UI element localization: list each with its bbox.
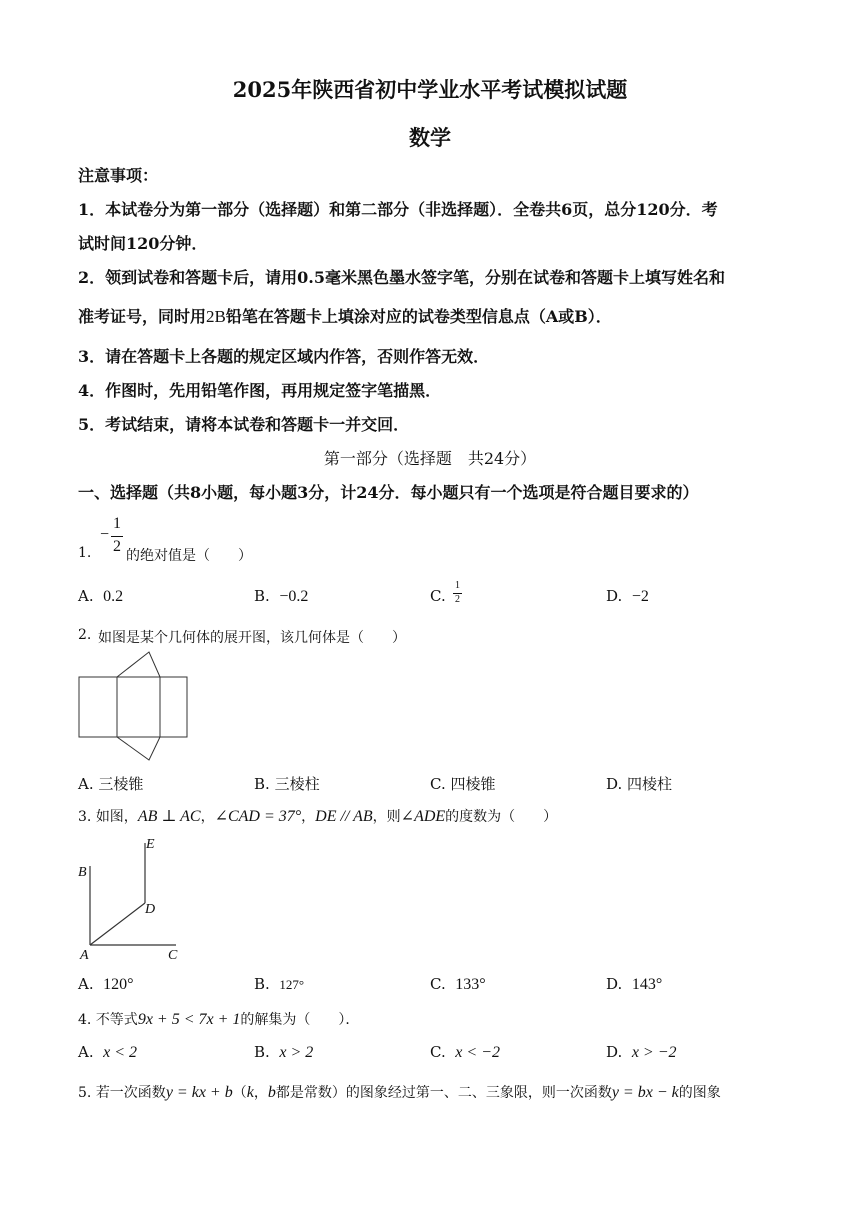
- q4-text-b: 的解集为（ ）．: [240, 1012, 360, 1028]
- option-label: A.: [78, 587, 94, 605]
- q5-var-b: b: [267, 1084, 276, 1101]
- notice-item-2-text-a: 准考证号，同时用: [78, 307, 207, 326]
- net-rect-middle: [117, 677, 160, 737]
- q1-option-a[interactable]: [78, 587, 123, 606]
- q4-option-c-value: x < −2: [455, 1044, 500, 1061]
- q1-option-c-fraction: [453, 580, 465, 610]
- notice-item-3: 3．请在答题卡上各题的规定区域内作答，否则作答无效．: [78, 347, 490, 366]
- q3-text-a: 如图，: [95, 809, 138, 825]
- q3-option-d-value: 143°: [631, 976, 663, 993]
- q5-text-c: ，: [253, 1085, 268, 1101]
- label-point-c: C: [168, 948, 178, 962]
- q3-sep-2: ，: [301, 809, 316, 825]
- net-rect-left: [79, 677, 117, 737]
- option-label: A.: [78, 775, 94, 793]
- notice-item-1-line-1: 1．本试卷分为第一部分（选择题）和第二部分（非选择题）．全卷共6页，总分120分．考: [78, 200, 718, 219]
- option-label: D.: [606, 587, 623, 605]
- q1-c-num: 1: [455, 580, 460, 591]
- label-point-e: E: [146, 837, 155, 852]
- net-triangle-top: [117, 652, 160, 677]
- option-label: B.: [254, 975, 270, 993]
- option-label: C.: [430, 975, 446, 993]
- q3-option-c-value: 133°: [455, 976, 486, 993]
- q5-var-k: k: [246, 1084, 254, 1101]
- q3-ab-perp-ac: AB ⊥ AC: [137, 808, 201, 825]
- q4-text-a: 不等式: [95, 1012, 138, 1028]
- net-rect-right: [160, 677, 187, 737]
- q1-frac-bar: [111, 536, 123, 537]
- line-ad: [90, 903, 145, 945]
- q2-option-b[interactable]: [254, 773, 320, 794]
- q3-option-d[interactable]: [606, 975, 662, 994]
- q2-option-b-value: 三棱柱: [274, 775, 320, 793]
- q1-frac-den: 2: [113, 538, 121, 555]
- q1-option-b-value: −0.2: [279, 588, 309, 605]
- exam-title: 2025年陕西省初中学业水平考试模拟试题: [232, 77, 628, 102]
- q1-text: 的绝对值是（ ）: [126, 548, 252, 564]
- q5-text-b: （: [232, 1085, 247, 1101]
- option-label: C.: [430, 775, 446, 793]
- notice-item-2-line-1: 2．领到试卷和答题卡后，请用0.5毫米黑色墨水签字笔，分别在试卷和答题卡上填写姓名和: [78, 268, 725, 287]
- option-label: A.: [78, 1043, 94, 1061]
- q4-line: [78, 1009, 359, 1029]
- q2-option-d-value: 四棱柱: [627, 775, 673, 793]
- subject-title: 数学: [409, 125, 451, 150]
- q1-option-a-value: 0.2: [103, 588, 124, 605]
- notice-item-4: 4．作图时，先用铅笔作图，再用规定签字笔描黑．: [78, 381, 442, 400]
- q2-text: 如图是某个几何体的展开图，该几何体是（ ）: [98, 630, 406, 646]
- q1-option-b[interactable]: [254, 587, 308, 606]
- q2-option-a-value: 三棱锥: [98, 775, 144, 793]
- q1-option-d[interactable]: [606, 587, 649, 606]
- q2-option-a[interactable]: [78, 773, 143, 794]
- q5-number: 5.: [78, 1085, 92, 1101]
- option-label: B.: [254, 1043, 270, 1061]
- q4-option-d-value: x > −2: [631, 1044, 677, 1061]
- q3-option-a[interactable]: [78, 975, 134, 994]
- net-triangle-bottom: [117, 737, 160, 760]
- q4-inequality: 9x + 5 < 7x + 1: [137, 1011, 241, 1028]
- option-label: D.: [606, 975, 623, 993]
- notice-item-1-line-2: 试时间120分钟．: [78, 234, 208, 253]
- q1-option-d-value: −2: [631, 588, 649, 605]
- q2-number: 2.: [78, 627, 92, 643]
- q4-option-b[interactable]: [254, 1043, 313, 1062]
- option-label: A.: [78, 975, 94, 993]
- q1-frac-num: 1: [113, 515, 121, 532]
- pencil-grade: 2B: [206, 307, 226, 326]
- option-label: B.: [254, 587, 270, 605]
- q4-option-a[interactable]: [78, 1043, 137, 1062]
- part-one-heading: 第一部分（选择题 共24分）: [323, 449, 537, 468]
- q3-geometry-figure: [76, 832, 188, 962]
- option-label: B.: [254, 775, 270, 793]
- q3-option-b-value: 127°: [279, 977, 305, 992]
- q1-number: 1.: [78, 545, 92, 561]
- section-heading: 一、选择题（共8小题，每小题3分，计24分．每小题只有一个选项是符合题目要求的）: [78, 483, 699, 502]
- q4-option-d[interactable]: [606, 1043, 677, 1062]
- q4-option-c[interactable]: [430, 1043, 500, 1062]
- q3-sep-1: ，: [200, 809, 215, 825]
- q4-option-b-value: x > 2: [279, 1044, 314, 1061]
- notice-heading: 注意事项：: [78, 166, 159, 185]
- label-point-d: D: [145, 902, 156, 917]
- option-label: C.: [430, 587, 446, 605]
- q2-net-figure: [76, 648, 192, 762]
- q5-text-d: 都是常数）的图象经过第一、二、三象限，则一次函数: [275, 1085, 612, 1101]
- q2-option-c-value: 四棱锥: [450, 775, 496, 793]
- q1-c-den: 2: [455, 594, 460, 605]
- q3-option-a-value: 120°: [103, 976, 134, 993]
- q3-angle-ade: ∠ADE: [400, 808, 446, 825]
- q3-text-c: 的度数为（ ）: [445, 809, 558, 825]
- q5-function-2: y = bx − k: [611, 1084, 679, 1101]
- q3-angle-cad: ∠CAD = 37°: [214, 808, 302, 825]
- q5-text-e: 的图象: [678, 1085, 721, 1101]
- label-point-b: B: [78, 865, 87, 880]
- q5-function-1: y = kx + b: [165, 1084, 233, 1101]
- label-point-a: A: [80, 948, 89, 962]
- q2-option-d[interactable]: [606, 773, 672, 794]
- q5-line: [78, 1082, 721, 1102]
- q1-frac-sign: −: [100, 526, 110, 543]
- notice-item-5: 5．考试结束，请将本试卷和答题卡一并交回．: [78, 415, 410, 434]
- option-label: D.: [606, 775, 623, 793]
- q2-option-c[interactable]: [430, 773, 496, 794]
- option-label: D.: [606, 1043, 623, 1061]
- notice-item-2-text-b: 铅笔在答题卡上填涂对应的试卷类型信息点（A或B）．: [225, 307, 612, 326]
- q3-line: [78, 806, 557, 826]
- q3-option-c[interactable]: [430, 975, 486, 994]
- q3-option-b[interactable]: [254, 975, 304, 993]
- q5-text-a: 若一次函数: [95, 1085, 166, 1101]
- q4-number: 4.: [78, 1012, 92, 1028]
- notice-item-2-line-2: [78, 304, 612, 327]
- q3-de-parallel-ab: DE // AB: [315, 808, 373, 825]
- option-label: C.: [430, 1043, 446, 1061]
- q3-text-b: ，则: [372, 809, 401, 825]
- q1-option-c[interactable]: [430, 587, 446, 605]
- q3-number: 3.: [78, 809, 92, 825]
- q4-option-a-value: x < 2: [103, 1044, 138, 1061]
